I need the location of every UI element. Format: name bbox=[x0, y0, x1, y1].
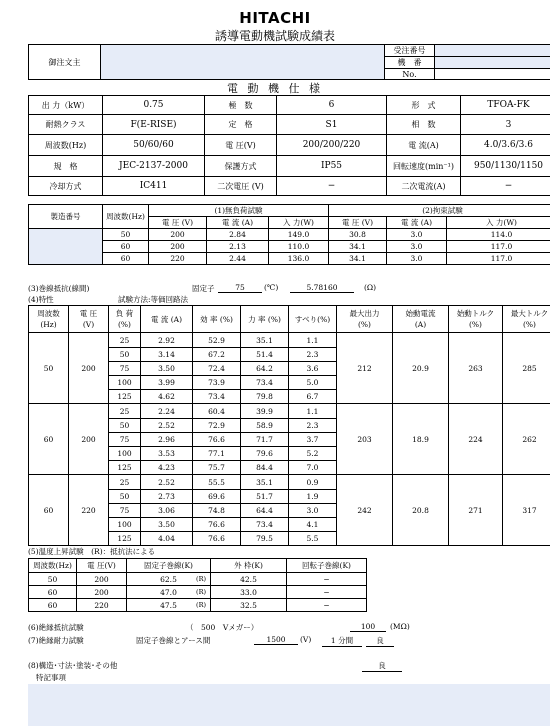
temp-rise-cell: 32.5 bbox=[211, 599, 287, 612]
noload-cell: 3.0 bbox=[387, 241, 447, 253]
characteristic-value: 5.0 bbox=[289, 376, 337, 390]
characteristic-value: 72.4 bbox=[193, 362, 241, 376]
spec-value: TFOA-FK bbox=[461, 96, 550, 115]
temp-rise-cell: 200 bbox=[77, 586, 127, 599]
start-current: 20.9 bbox=[393, 333, 449, 404]
spec-value: − bbox=[461, 177, 550, 196]
withstand-desc: 固定子巻線とアース間 bbox=[136, 636, 211, 645]
load-percent: 50 bbox=[109, 490, 141, 504]
stator-winding-rise bbox=[127, 599, 211, 612]
page-title: 誘導電動機試験成績表 bbox=[214, 29, 335, 43]
max-torque: 317 bbox=[503, 475, 550, 546]
load-percent: 125 bbox=[109, 532, 141, 546]
spec-value: − bbox=[277, 177, 387, 196]
insulation-label: (6)絶縁抵抗試験 bbox=[28, 623, 84, 632]
characteristic-value: 2.24 bbox=[141, 404, 193, 419]
characteristic-value: 3.6 bbox=[289, 362, 337, 376]
spec-label: 電 圧(V) bbox=[205, 135, 277, 156]
load-percent: 125 bbox=[109, 390, 141, 404]
temp-rise-cell: 33.0 bbox=[211, 586, 287, 599]
characteristic-value: 75.7 bbox=[193, 461, 241, 475]
spec-value: 0.75 bbox=[103, 96, 205, 115]
characteristic-value: 71.7 bbox=[241, 433, 289, 447]
characteristics-head: 負 荷 (%) bbox=[109, 306, 141, 333]
noload-cell: 117.0 bbox=[447, 241, 550, 253]
spec-value: 6 bbox=[277, 96, 387, 115]
insulation-value: 100 bbox=[350, 622, 386, 632]
characteristic-value: 64.4 bbox=[241, 504, 289, 518]
load-percent: 25 bbox=[109, 333, 141, 348]
characteristics-table bbox=[28, 305, 550, 546]
spec-label: 回転速度(min⁻¹) bbox=[387, 156, 461, 177]
other-line bbox=[28, 660, 548, 671]
noload-cell: 200 bbox=[149, 241, 207, 253]
characteristic-value: 77.1 bbox=[193, 447, 241, 461]
group-freq: 60 bbox=[29, 475, 69, 546]
temp-rise-cell: − bbox=[287, 573, 367, 586]
remarks-field[interactable] bbox=[28, 684, 550, 726]
load-percent: 25 bbox=[109, 404, 141, 419]
temp-rise-head: 周波数(Hz) bbox=[29, 559, 77, 573]
spec-label: 極 数 bbox=[205, 96, 277, 115]
spec-label: 相 数 bbox=[387, 115, 461, 135]
noload-cell: 34.1 bbox=[329, 241, 387, 253]
machine-no-field[interactable] bbox=[435, 57, 550, 69]
load-percent: 75 bbox=[109, 362, 141, 376]
characteristics-head: 始動トルク (%) bbox=[449, 306, 503, 333]
noload-col-head: 電 流 (A) bbox=[207, 217, 269, 229]
max-output: 212 bbox=[337, 333, 393, 404]
characteristic-value: 60.4 bbox=[193, 404, 241, 419]
withstand-voltage: 1500 bbox=[254, 635, 298, 645]
characteristic-value: 3.06 bbox=[141, 504, 193, 518]
temp-rise-row bbox=[29, 586, 367, 599]
temp-rise-row bbox=[29, 599, 367, 612]
locked-title: (2)拘束試験 bbox=[329, 205, 550, 217]
customer-label: 御注文主 bbox=[29, 45, 101, 80]
characteristic-value: 55.5 bbox=[193, 475, 241, 490]
other-label: (8)構造･寸法･塗装･その他 bbox=[28, 661, 118, 670]
noload-row bbox=[29, 253, 550, 265]
group-volt: 200 bbox=[69, 404, 109, 475]
noload-cell: 2.84 bbox=[207, 229, 269, 241]
group-freq: 60 bbox=[29, 404, 69, 475]
noload-cell: 2.44 bbox=[207, 253, 269, 265]
characteristics-row bbox=[29, 404, 550, 419]
characteristic-value: 76.6 bbox=[193, 433, 241, 447]
characteristic-value: 2.3 bbox=[289, 348, 337, 362]
insulation-condition: （ 500 Vメガー） bbox=[186, 623, 259, 632]
characteristic-value: 3.0 bbox=[289, 504, 337, 518]
temp-rise-label: (5)温度上昇試験 (R)：抵抗法による bbox=[28, 547, 156, 556]
noload-title: (1)無負荷試験 bbox=[149, 205, 329, 217]
spec-value: 3 bbox=[461, 115, 550, 135]
spec-value: 4.0/3.6/3.6 bbox=[461, 135, 550, 156]
noload-cell: 149.0 bbox=[269, 229, 329, 241]
spec-row bbox=[29, 135, 550, 156]
characteristic-value: 39.9 bbox=[241, 404, 289, 419]
withstand-result: 良 bbox=[366, 635, 394, 647]
temp-rise-cell: 42.5 bbox=[211, 573, 287, 586]
characteristic-value: 58.9 bbox=[241, 419, 289, 433]
spec-label: 冷却方式 bbox=[29, 177, 103, 196]
stator-label: 固定子 bbox=[192, 284, 215, 293]
noload-freq: 60 bbox=[103, 241, 149, 253]
temp-rise-head: 固定子巻線(K) bbox=[127, 559, 211, 573]
spec-value: JEC-2137-2000 bbox=[103, 156, 205, 177]
characteristic-value: 51.4 bbox=[241, 348, 289, 362]
characteristic-value: 5.5 bbox=[289, 532, 337, 546]
characteristics-head: 力 率 (%) bbox=[241, 306, 289, 333]
stator-winding-value: 47.0 bbox=[160, 587, 177, 597]
customer-value-field[interactable] bbox=[101, 45, 385, 80]
noload-cell: 110.0 bbox=[269, 241, 329, 253]
temp-rise-head: 電 圧(V) bbox=[77, 559, 127, 573]
load-percent: 100 bbox=[109, 376, 141, 390]
characteristic-value: 4.04 bbox=[141, 532, 193, 546]
load-percent: 25 bbox=[109, 475, 141, 490]
characteristic-value: 2.96 bbox=[141, 433, 193, 447]
resistance-method-mark: (R) bbox=[196, 587, 206, 596]
temp-rise-cell: 50 bbox=[29, 573, 77, 586]
withstand-label: (7)絶縁耐力試験 bbox=[28, 636, 84, 645]
load-percent: 75 bbox=[109, 504, 141, 518]
noload-cell: 3.0 bbox=[387, 229, 447, 241]
characteristic-value: 1.1 bbox=[289, 333, 337, 348]
characteristic-value: 73.4 bbox=[241, 376, 289, 390]
noload-cell: 117.0 bbox=[447, 253, 550, 265]
load-percent: 100 bbox=[109, 447, 141, 461]
temp-rise-head: 外 枠(K) bbox=[211, 559, 287, 573]
temp-rise-head: 回転子巻線(K) bbox=[287, 559, 367, 573]
characteristic-value: 3.53 bbox=[141, 447, 193, 461]
start-torque: 263 bbox=[449, 333, 503, 404]
machine-no-label: 機 番 bbox=[385, 57, 435, 69]
temp-rise-table bbox=[28, 558, 367, 612]
characteristic-value: 64.2 bbox=[241, 362, 289, 376]
spec-label: 二次電圧 (V) bbox=[205, 177, 277, 196]
remarks-label: 特記事項 bbox=[36, 673, 66, 682]
spec-title: 電 動 機 仕 様 bbox=[227, 82, 323, 95]
noload-row bbox=[29, 229, 550, 241]
characteristics-head: 電 圧 (V) bbox=[69, 306, 109, 333]
characteristic-value: 76.6 bbox=[193, 532, 241, 546]
characteristic-value: 3.14 bbox=[141, 348, 193, 362]
load-percent: 75 bbox=[109, 433, 141, 447]
load-percent: 125 bbox=[109, 461, 141, 475]
insulation-line bbox=[28, 622, 548, 633]
noload-col-head: 電 流 (A) bbox=[387, 217, 447, 229]
withstand-unit: (V) bbox=[300, 635, 312, 644]
noload-col-head: 電 圧 (V) bbox=[149, 217, 207, 229]
noload-row bbox=[29, 241, 550, 253]
characteristics-row bbox=[29, 475, 550, 490]
spec-value: F(E-RISE) bbox=[103, 115, 205, 135]
withstand-line bbox=[28, 635, 548, 646]
characteristic-value: 3.7 bbox=[289, 433, 337, 447]
characteristic-value: 5.2 bbox=[289, 447, 337, 461]
characteristic-value: 69.6 bbox=[193, 490, 241, 504]
max-output: 203 bbox=[337, 404, 393, 475]
customer-table bbox=[28, 44, 550, 80]
temp-rise-cell: 60 bbox=[29, 599, 77, 612]
spec-row bbox=[29, 156, 550, 177]
other-result: 良 bbox=[362, 660, 402, 672]
characteristic-value: 2.3 bbox=[289, 419, 337, 433]
characteristic-value: 0.9 bbox=[289, 475, 337, 490]
noload-cell: 200 bbox=[149, 229, 207, 241]
characteristic-value: 72.9 bbox=[193, 419, 241, 433]
characteristic-value: 7.0 bbox=[289, 461, 337, 475]
noload-col-head: 電 圧 (V) bbox=[329, 217, 387, 229]
characteristic-value: 3.50 bbox=[141, 362, 193, 376]
maker-no-field[interactable] bbox=[29, 229, 103, 265]
spec-label: 保護方式 bbox=[205, 156, 277, 177]
characteristics-head: 最大トルク (%) bbox=[503, 306, 550, 333]
stator-winding-rise bbox=[127, 573, 211, 586]
withstand-duration: 1 分間 bbox=[322, 635, 362, 647]
load-percent: 50 bbox=[109, 419, 141, 433]
noload-cell: 114.0 bbox=[447, 229, 550, 241]
spec-value: IP55 bbox=[277, 156, 387, 177]
test-method: 試験方法:等価回路法 bbox=[118, 295, 189, 304]
characteristic-value: 1.1 bbox=[289, 404, 337, 419]
spec-label: 周波数(Hz) bbox=[29, 135, 103, 156]
load-percent: 50 bbox=[109, 348, 141, 362]
resistance-unit: (Ω) bbox=[364, 283, 377, 292]
spec-row bbox=[29, 96, 550, 115]
resistance-label: (3)巻線抵抗(線間) bbox=[28, 284, 90, 293]
spec-label: 定 格 bbox=[205, 115, 277, 135]
order-no-label: 受注番号 bbox=[385, 45, 435, 57]
characteristics-line bbox=[28, 294, 548, 305]
characteristic-value: 2.73 bbox=[141, 490, 193, 504]
spec-row bbox=[29, 177, 550, 196]
spec-label: 規 格 bbox=[29, 156, 103, 177]
insulation-unit: (MΩ) bbox=[390, 622, 410, 631]
characteristics-head: 電 流 (A) bbox=[141, 306, 193, 333]
resistance-temp: 75 bbox=[218, 283, 262, 293]
max-torque: 285 bbox=[503, 333, 550, 404]
temp-rise-cell: − bbox=[287, 586, 367, 599]
spec-value: IC411 bbox=[103, 177, 205, 196]
temp-rise-cell: 220 bbox=[77, 599, 127, 612]
characteristic-value: 51.7 bbox=[241, 490, 289, 504]
stator-winding-rise bbox=[127, 586, 211, 599]
no-label: No. bbox=[385, 69, 435, 80]
freq-label: 周波数(Hz) bbox=[103, 205, 149, 229]
characteristic-value: 73.4 bbox=[241, 518, 289, 532]
no-field[interactable] bbox=[435, 69, 550, 80]
spec-value: S1 bbox=[277, 115, 387, 135]
characteristic-value: 79.6 bbox=[241, 447, 289, 461]
group-volt: 220 bbox=[69, 475, 109, 546]
noload-cell: 3.0 bbox=[387, 253, 447, 265]
order-no-field[interactable] bbox=[435, 45, 550, 57]
noload-col-head: 入 力(W) bbox=[269, 217, 329, 229]
noload-col-head: 入 力(W) bbox=[447, 217, 550, 229]
noload-cell: 30.8 bbox=[329, 229, 387, 241]
start-torque: 271 bbox=[449, 475, 503, 546]
brand-logo: HITACHI bbox=[239, 9, 311, 27]
spec-value: 950/1130/1150 bbox=[461, 156, 550, 177]
max-output: 242 bbox=[337, 475, 393, 546]
group-volt: 200 bbox=[69, 333, 109, 404]
start-torque: 224 bbox=[449, 404, 503, 475]
characteristic-value: 4.1 bbox=[289, 518, 337, 532]
noload-cell: 2.13 bbox=[207, 241, 269, 253]
noload-freq: 60 bbox=[103, 253, 149, 265]
characteristic-value: 84.4 bbox=[241, 461, 289, 475]
resistance-method-mark: (R) bbox=[196, 600, 206, 609]
stator-winding-value: 47.5 bbox=[160, 600, 177, 610]
temp-rise-cell: 60 bbox=[29, 586, 77, 599]
start-current: 18.9 bbox=[393, 404, 449, 475]
characteristic-value: 74.8 bbox=[193, 504, 241, 518]
characteristic-value: 2.52 bbox=[141, 419, 193, 433]
characteristic-value: 73.9 bbox=[193, 376, 241, 390]
characteristic-value: 1.9 bbox=[289, 490, 337, 504]
characteristic-value: 52.9 bbox=[193, 333, 241, 348]
characteristic-value: 3.99 bbox=[141, 376, 193, 390]
spec-label: 耐熱クラス bbox=[29, 115, 103, 135]
noload-cell: 136.0 bbox=[269, 253, 329, 265]
start-current: 20.8 bbox=[393, 475, 449, 546]
spec-label: 出 力（kW） bbox=[29, 96, 103, 115]
resistance-method-mark: (R) bbox=[196, 574, 206, 583]
characteristics-head: 最大出力 (%) bbox=[337, 306, 393, 333]
characteristic-value: 3.50 bbox=[141, 518, 193, 532]
resistance-line bbox=[28, 283, 548, 294]
spec-label: 形 式 bbox=[387, 96, 461, 115]
characteristics-row bbox=[29, 333, 550, 348]
load-percent: 100 bbox=[109, 518, 141, 532]
characteristic-value: 2.52 bbox=[141, 475, 193, 490]
spec-label: 二次電流(A) bbox=[387, 177, 461, 196]
spec-value: 50/60/60 bbox=[103, 135, 205, 156]
characteristics-head: 始動電流 (A) bbox=[393, 306, 449, 333]
characteristics-label: (4)特性 bbox=[28, 295, 54, 304]
characteristics-head: 周波数 (Hz) bbox=[29, 306, 69, 333]
characteristic-value: 4.62 bbox=[141, 390, 193, 404]
temp-rise-row bbox=[29, 573, 367, 586]
stator-winding-value: 62.5 bbox=[160, 574, 177, 584]
characteristic-value: 79.8 bbox=[241, 390, 289, 404]
noload-cell: 220 bbox=[149, 253, 207, 265]
temp-rise-cell: − bbox=[287, 599, 367, 612]
spec-value: 200/200/220 bbox=[277, 135, 387, 156]
characteristic-value: 73.4 bbox=[193, 390, 241, 404]
noload-cell: 34.1 bbox=[329, 253, 387, 265]
characteristic-value: 35.1 bbox=[241, 475, 289, 490]
resistance-temp-unit: (℃) bbox=[264, 283, 279, 292]
characteristic-value: 4.23 bbox=[141, 461, 193, 475]
noload-freq: 50 bbox=[103, 229, 149, 241]
characteristic-value: 76.6 bbox=[193, 518, 241, 532]
resistance-value: 5.78160 bbox=[290, 283, 354, 293]
characteristics-head: すべり(%) bbox=[289, 306, 337, 333]
characteristic-value: 6.7 bbox=[289, 390, 337, 404]
characteristic-value: 79.5 bbox=[241, 532, 289, 546]
noload-locked-table bbox=[28, 204, 550, 265]
characteristic-value: 35.1 bbox=[241, 333, 289, 348]
max-torque: 262 bbox=[503, 404, 550, 475]
maker-no-label: 製造番号 bbox=[29, 205, 103, 229]
temp-rise-cell: 200 bbox=[77, 573, 127, 586]
characteristic-value: 67.2 bbox=[193, 348, 241, 362]
spec-table bbox=[28, 95, 550, 196]
spec-label: 電 流(A) bbox=[387, 135, 461, 156]
group-freq: 50 bbox=[29, 333, 69, 404]
spec-row bbox=[29, 115, 550, 135]
characteristic-value: 2.92 bbox=[141, 333, 193, 348]
characteristics-head: 効 率 (%) bbox=[193, 306, 241, 333]
